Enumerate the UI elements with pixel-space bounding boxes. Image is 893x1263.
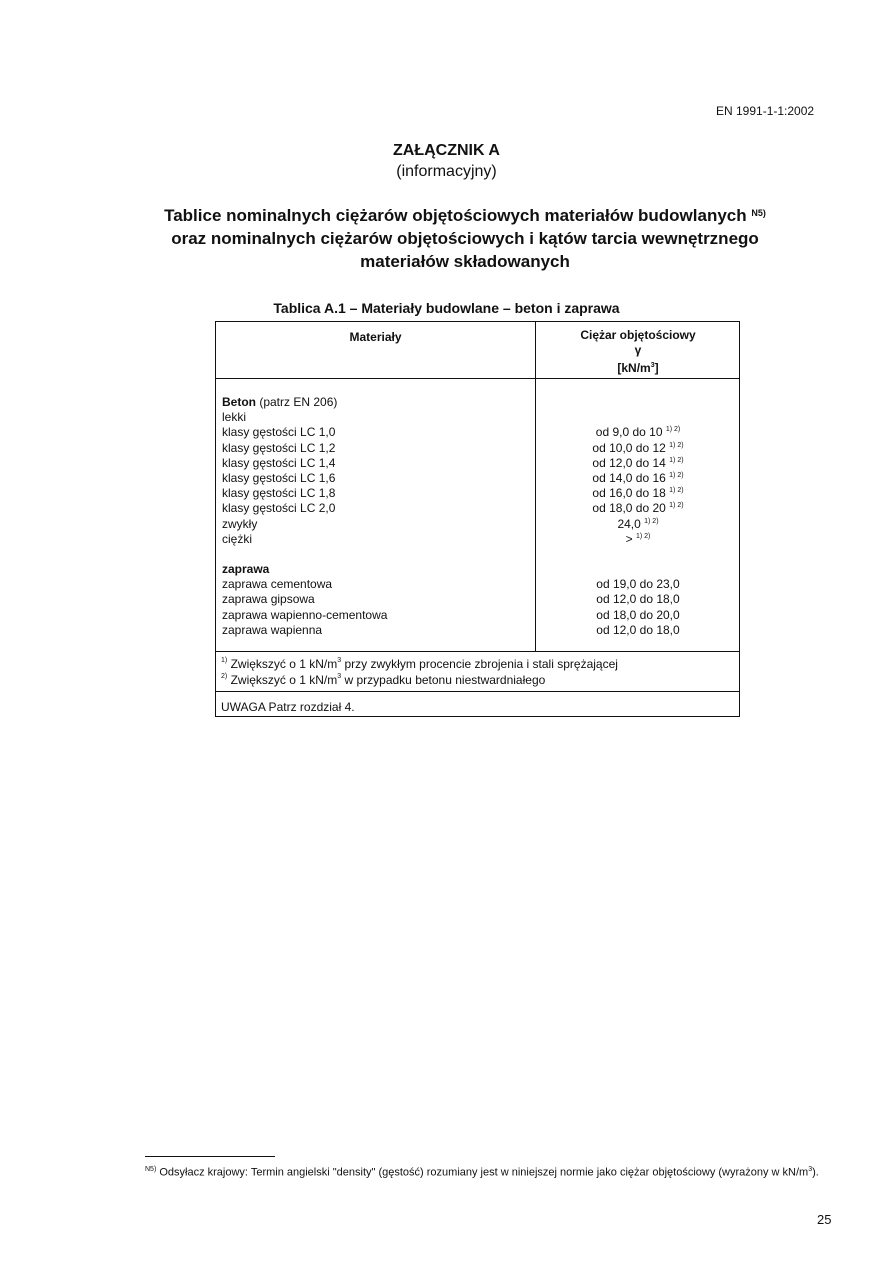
concrete-value-text: od 9,0 do 10 — [595, 425, 666, 440]
concrete-value-text: od 18,0 do 20 — [592, 501, 670, 516]
concrete-heading-label: Beton — [222, 395, 256, 409]
main-title-line1: Tablice nominalnych ciężarów objętościowych materiałów budowlanych — [164, 206, 747, 225]
mortar-value: od 12,0 do 18,0 — [596, 622, 680, 637]
footnote-text-end: w przypadku betonu niestwardniałego — [341, 673, 546, 687]
footnote-text-end: przy zwykłym procencie zbrojenia i stali sprężającej — [341, 657, 618, 671]
footnote-divider — [216, 651, 739, 652]
concrete-value — [536, 410, 740, 425]
header-materials: Materiały — [349, 330, 402, 344]
concrete-value — [536, 486, 740, 501]
table-footnotes — [221, 656, 736, 688]
table-footnote — [221, 656, 736, 672]
page-footnote-text: Odsyłacz krajowy: Termin angielski "density" (gęstość) rozumiany jest w niniejszej normie jako ciężar objętościowy (wyrażony w kN/m — [156, 1166, 809, 1179]
mortar-heading-label: zaprawa — [222, 562, 270, 577]
concrete-material: klasy gęstości LC 1,6 — [222, 470, 336, 485]
page-footnote — [145, 1162, 835, 1181]
concrete-value — [536, 532, 740, 547]
concrete-value-note: 1) 2) — [665, 426, 681, 434]
concrete-value-text: od 10,0 do 12 — [592, 440, 670, 455]
concrete-value-text: od 14,0 do 16 — [592, 470, 670, 485]
concrete-material: zwykły — [222, 516, 258, 531]
main-title-line3: materiałów składowanych — [360, 252, 570, 271]
concrete-material: lekki — [222, 410, 247, 425]
concrete-value-text: > — [625, 531, 636, 546]
header-unit-close: ] — [654, 361, 659, 375]
concrete-material: klasy gęstości LC 1,2 — [222, 440, 336, 455]
concrete-material: klasy gęstości LC 1,8 — [222, 486, 336, 501]
value-spacer — [536, 395, 740, 410]
concrete-heading — [222, 395, 532, 410]
concrete-material: ciężki — [222, 531, 253, 546]
footnote-text: Zwiększyć o 1 kN/m — [227, 657, 338, 671]
concrete-value — [536, 501, 740, 516]
concrete-value-text: 24,0 — [617, 516, 645, 531]
note-divider — [216, 691, 739, 692]
concrete-value — [536, 456, 740, 471]
concrete-value — [536, 441, 740, 456]
concrete-value — [536, 471, 740, 486]
concrete-value-text: od 12,0 do 14 — [592, 455, 670, 470]
section-gap — [536, 547, 740, 562]
mortar-material: zaprawa cementowa — [222, 577, 333, 592]
footnote-exp: 3 — [337, 673, 342, 680]
annex-title: ZAŁĄCZNIK A — [393, 142, 500, 159]
document-number: EN 1991-1-1:2002 — [716, 104, 815, 118]
footnote-mark: 1) — [221, 657, 228, 664]
concrete-value — [536, 517, 740, 532]
header-unit-exp: 3 — [650, 362, 655, 369]
page-footnote-exp: 3 — [808, 1166, 813, 1173]
concrete-value-note: 1) 2) — [669, 502, 684, 510]
concrete-value-note: 1) 2) — [669, 487, 684, 495]
page-number: 25 — [817, 1212, 832, 1227]
concrete-material: klasy gęstości LC 1,4 — [222, 455, 336, 470]
header-unit-text: [kN/m — [617, 361, 651, 375]
footnote-text: Zwiększyć o 1 kN/m — [227, 673, 338, 687]
concrete-value-note: 1) 2) — [635, 532, 651, 540]
page-footnote-mark: N5) — [145, 1166, 157, 1173]
footnote-rule — [145, 1156, 275, 1157]
table-note: UWAGA Patrz rozdział 4. — [221, 700, 355, 714]
header-symbol: γ — [634, 343, 642, 357]
mortar-material: zaprawa wapienno-cementowa — [222, 607, 388, 622]
concrete-value-note: 1) 2) — [669, 471, 684, 479]
header-weight-label: Ciężar objętościowy — [580, 328, 696, 342]
concrete-value-note: 1) 2) — [644, 517, 659, 525]
concrete-value-note: 1) 2) — [669, 456, 684, 464]
mortar-material: zaprawa wapienna — [222, 622, 323, 637]
concrete-value-text: od 16,0 do 18 — [592, 486, 670, 501]
value-spacer — [536, 562, 740, 577]
mortar-value: od 19,0 do 23,0 — [596, 577, 680, 592]
values-column — [536, 395, 740, 638]
table-caption: Tablica A.1 – Materiały budowlane – beton i zaprawa — [273, 300, 620, 316]
annex-subtitle: (informacyjny) — [396, 163, 497, 180]
footnote-exp: 3 — [337, 657, 342, 664]
mortar-heading — [222, 562, 532, 577]
mortar-value: od 18,0 do 20,0 — [596, 607, 680, 622]
concrete-material: klasy gęstości LC 2,0 — [222, 501, 336, 516]
concrete-material: klasy gęstości LC 1,0 — [222, 425, 336, 440]
mortar-material: zaprawa gipsowa — [222, 592, 315, 607]
main-title-note: N5) — [751, 208, 766, 218]
header-weight — [536, 328, 740, 376]
mortar-value: od 12,0 do 18,0 — [596, 592, 680, 607]
header-divider — [216, 378, 739, 379]
page-footnote-end: ). — [812, 1166, 819, 1179]
section-gap — [222, 547, 532, 562]
concrete-heading-note: (patrz EN 206) — [256, 395, 338, 409]
materials-table — [215, 321, 740, 717]
main-title-line2: oraz nominalnych ciężarów objętościowych i kątów tarcia wewnętrznego — [171, 229, 759, 248]
footnote-mark: 2) — [221, 673, 228, 680]
main-title — [130, 204, 800, 273]
table-footnote — [221, 672, 736, 688]
materials-column — [222, 395, 532, 638]
concrete-value — [536, 425, 740, 440]
header-unit — [536, 358, 740, 376]
concrete-value-note: 1) 2) — [669, 441, 684, 449]
